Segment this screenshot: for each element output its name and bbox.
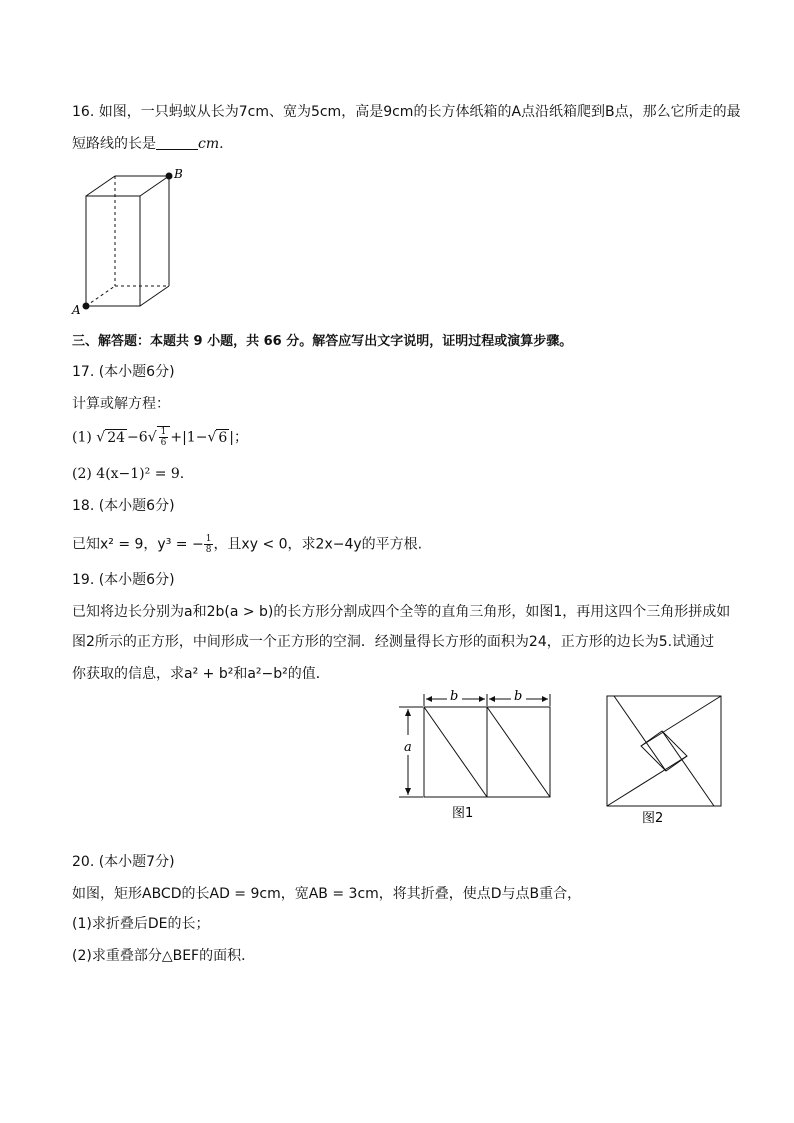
fig2-inner-square bbox=[641, 731, 687, 771]
arrow-head bbox=[489, 696, 495, 702]
q20-header: 20. (本小题7分) bbox=[72, 854, 175, 870]
q19-header: 19. (本小题6分) bbox=[72, 572, 175, 588]
arrow-head bbox=[479, 696, 485, 702]
section3-title: 三、解答题：本题共 9 小题，共 66 分。解答应写出文字说明，证明过程或演算步骤。 bbox=[72, 334, 573, 349]
fig1-caption: 图1 bbox=[452, 806, 474, 821]
arrow-head bbox=[405, 709, 411, 716]
q17-part1: (1) √ 24 −6√ $\frac{1}{6}$ +|1−√ 6 |； bbox=[72, 427, 248, 448]
q20-part2: (2)求重叠部分△BEF的面积． bbox=[72, 948, 256, 964]
q17-part2: (2) 4(x−1)² = 9. bbox=[72, 466, 185, 482]
sqrt-24: 24 bbox=[107, 429, 126, 446]
fraction-one-sixth: $\frac{1}{6}$ bbox=[160, 427, 167, 448]
fig2-outer-square bbox=[607, 696, 721, 806]
arrow-head bbox=[405, 788, 411, 795]
label-b2: b bbox=[514, 689, 523, 704]
label-a: a bbox=[404, 740, 412, 755]
arrow-head bbox=[426, 696, 432, 702]
q19-line2: 图2所示的正方形，中间形成一个正方形的空洞．经测量得长方形的面积为24，正方形的边长为5.试通过 bbox=[72, 634, 715, 650]
label-B: B bbox=[174, 167, 183, 181]
q17-header: 17. (本小题6分) bbox=[72, 364, 175, 380]
q19-line3: 你获取的信息，求a² + b²和a²−b²的值． bbox=[72, 666, 330, 682]
fig2-edge bbox=[641, 696, 721, 746]
q17-part1-prefix: (1) bbox=[72, 429, 92, 446]
fig2-edge bbox=[607, 756, 687, 806]
fraction-one-eighth: $\frac{1}{8}$ bbox=[205, 534, 212, 555]
q19-line1: 已知将边长分别为a和2b(a > b)的长方形分割成四个全等的直角三角形，如图1，再用这四个三角形拼成如 bbox=[72, 604, 731, 620]
fig1-diagonal bbox=[424, 707, 487, 797]
abs-open: +|1− bbox=[170, 429, 208, 446]
minus-six: −6 bbox=[127, 429, 148, 446]
sqrt-6: 6 bbox=[218, 429, 228, 446]
abs-close: |； bbox=[229, 429, 248, 446]
fig1-diagonal bbox=[487, 707, 550, 797]
q18-header: 18. (本小题6分) bbox=[72, 498, 175, 514]
q17-intro: 计算或解方程： bbox=[72, 396, 170, 412]
q20-line1: 如图，矩形ABCD的长AD = 9cm，宽AB = 3cm，将其折叠，使点D与点B重合， bbox=[72, 886, 582, 902]
q16-line2-suffix: cm. bbox=[198, 136, 224, 152]
q20-part1: (1)求折叠后DE的长； bbox=[72, 916, 210, 932]
q16-line2-prefix: 短路线的长是 bbox=[72, 136, 156, 152]
arrow-head bbox=[542, 696, 548, 702]
q18-suffix: ，且xy < 0，求2x−4y的平方根. bbox=[213, 536, 423, 553]
q16-line1: 16. 如图，一只蚂蚁从长为7cm、宽为5cm，高是9cm的长方体纸箱的A点沿纸箱爬到B点，那么它所走的最 bbox=[72, 104, 741, 120]
q18-prefix: 已知x² = 9，y³ = − bbox=[72, 536, 204, 553]
label-A: A bbox=[72, 303, 81, 317]
fig2-caption: 图2 bbox=[642, 811, 664, 826]
label-b1: b bbox=[450, 689, 459, 704]
